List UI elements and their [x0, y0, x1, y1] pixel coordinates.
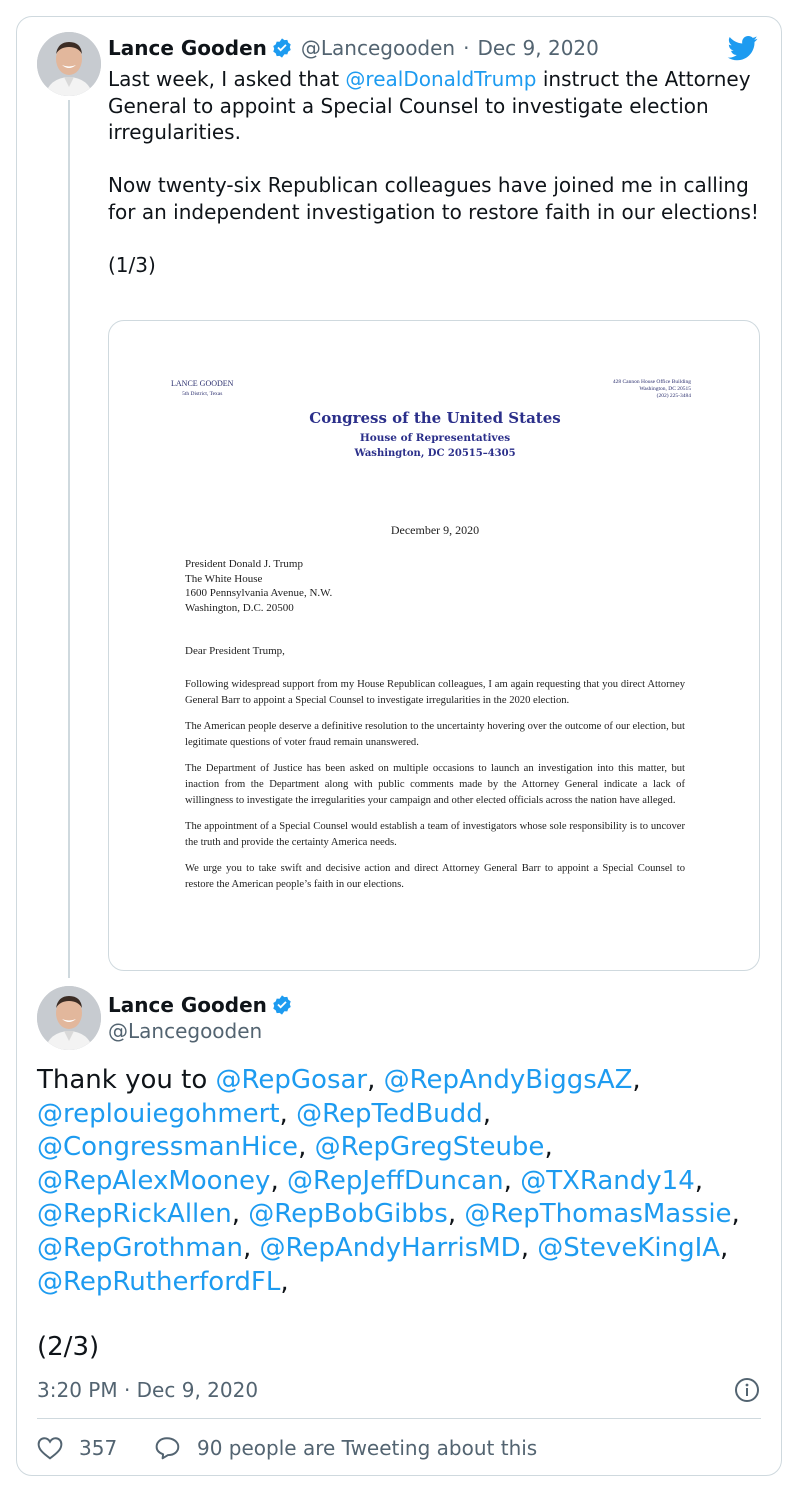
- letter-paragraph: The American people deserve a definitive resolution to the uncertainty hovering over the outcome of our election, but legitimate questions of voter fraud remain unanswered.: [185, 721, 685, 748]
- verified-badge-icon: [271, 994, 293, 1016]
- letterhead-district: 5th District, Texas: [182, 391, 223, 397]
- tweet2-header: [108, 992, 293, 1043]
- comma: ,: [231, 1199, 241, 1230]
- info-icon[interactable]: [734, 1377, 760, 1403]
- letterhead-house: House of Representatives: [359, 432, 511, 444]
- comma: ,: [298, 1132, 307, 1163]
- mention-link[interactable]: @RepRutherfordFL: [37, 1266, 281, 1297]
- tweet-date[interactable]: Dec 9, 2020: [477, 36, 599, 60]
- recipient-line: President Donald J. Trump: [185, 558, 303, 570]
- tweet1-body: [108, 66, 768, 278]
- comma: ,: [447, 1199, 457, 1230]
- letterhead-address-1: 428 Cannon House Office Building: [612, 379, 691, 385]
- mention-link[interactable]: @RepRickAllen: [37, 1199, 232, 1230]
- tweet2-body: [37, 1064, 767, 1299]
- twitter-bird-icon[interactable]: [726, 33, 760, 63]
- comma: ,: [544, 1132, 553, 1163]
- author-name[interactable]: Lance Gooden: [108, 36, 267, 60]
- heart-icon: [37, 1436, 63, 1460]
- mention-link[interactable]: @RepGosar: [215, 1065, 368, 1095]
- tweet1-text-start: Last week, I asked that: [108, 67, 346, 91]
- mention-link[interactable]: @RepGregSteube: [314, 1132, 545, 1163]
- like-count: 357: [79, 1436, 118, 1460]
- letterhead-name: LANCE GOODEN: [171, 379, 234, 388]
- recipient-line: 1600 Pennsylvania Avenue, N.W.: [185, 587, 333, 599]
- letterhead-phone: (202) 225-3484: [656, 393, 691, 399]
- mention-link[interactable]: @CongressmanHice: [37, 1132, 299, 1163]
- mention-link[interactable]: @RepTedBudd: [296, 1098, 483, 1129]
- tweet1-header: [108, 35, 599, 61]
- conversation-text: 90 people are Tweeting about this: [197, 1436, 538, 1460]
- letterhead-right: [613, 379, 691, 400]
- mention-link[interactable]: @realDonaldTrump: [345, 67, 537, 91]
- separator-dot: ·: [463, 36, 470, 60]
- letter-body: [185, 677, 685, 904]
- letter-date: December 9, 2020: [390, 523, 480, 537]
- mention-link[interactable]: @RepAndyHarrisMD: [259, 1232, 521, 1263]
- author-name[interactable]: Lance Gooden: [108, 993, 267, 1017]
- comma: ,: [279, 1098, 288, 1129]
- avatar[interactable]: [37, 32, 101, 96]
- tweet2-text-prefix: Thank you to: [37, 1065, 216, 1095]
- avatar-photo-icon: [37, 986, 101, 1050]
- comma: ,: [720, 1232, 729, 1263]
- letterhead-congress: Congress of the United States: [309, 409, 561, 427]
- mention-link[interactable]: @RepBobGibbs: [248, 1199, 448, 1230]
- letter-paragraph: Following widespread support from my House Republican colleagues, I am again requesting that you direct Attorney General Barr to appoint a Special Counsel to investigate irregularities in the 2020 election.: [185, 679, 685, 706]
- comma: ,: [632, 1065, 641, 1095]
- speech-bubble-icon: [155, 1436, 181, 1460]
- mention-link[interactable]: @replouiegohmert: [37, 1098, 280, 1129]
- comma: ,: [503, 1165, 512, 1196]
- tweet1-text-rest: instruct the Attorney General to appoint a Special Counsel to investigate election irregularities. Now twenty-six Republican colleagues have joined me in calling for an independent investigation to restore faith in our elections! (1/3): [108, 67, 759, 277]
- mention-link[interactable]: @RepAlexMooney: [37, 1165, 271, 1196]
- comma: ,: [731, 1199, 740, 1230]
- author-handle[interactable]: @Lancegooden: [300, 36, 456, 60]
- letterhead-title: [109, 409, 760, 459]
- comma: ,: [482, 1098, 492, 1129]
- recipient-line: The White House: [185, 572, 263, 585]
- comma: ,: [367, 1065, 376, 1095]
- letterhead-address-2: Washington, DC 20515: [639, 386, 691, 392]
- comma: ,: [520, 1232, 529, 1263]
- letter-paragraph: The appointment of a Special Counsel would establish a team of investigators whose sole responsibility is to uncover the truth and provide the certainty America needs.: [185, 821, 685, 848]
- avatar[interactable]: [37, 986, 101, 1050]
- conversation-link[interactable]: [155, 1434, 537, 1462]
- letterhead-left: [171, 379, 233, 399]
- comma: ,: [270, 1165, 279, 1196]
- mention-link[interactable]: @RepAndyBiggsAZ: [383, 1065, 633, 1095]
- mention-link[interactable]: @SteveKingIA: [537, 1232, 721, 1263]
- letter-paragraph: The Department of Justice has been asked on multiple occasions to launch an investigation into this matter, but inaction from the Department along with public comments made by the Attorney General indicate a lack of willingness to investigate the irregularities your campaign and other elected officials across the nation have alleged.: [185, 763, 685, 806]
- tweet-timestamp[interactable]: 3:20 PM · Dec 9, 2020: [37, 1378, 259, 1402]
- mention-link[interactable]: @RepGrothman: [37, 1232, 243, 1263]
- avatar-photo-icon: [37, 32, 101, 96]
- recipient-line: Washington, D.C. 20500: [185, 601, 294, 614]
- mention-link[interactable]: @RepJeffDuncan: [286, 1165, 504, 1196]
- mention-link[interactable]: @RepThomasMassie: [464, 1199, 732, 1230]
- verified-badge-icon: [271, 37, 293, 59]
- letterhead-city: Washington, DC 20515–4305: [354, 448, 516, 459]
- comma: ,: [280, 1266, 289, 1297]
- mention-link[interactable]: @TXRandy14: [520, 1165, 695, 1196]
- thread-line: [68, 100, 70, 978]
- letter-recipient-address: [185, 557, 332, 615]
- letter-image[interactable]: [108, 320, 760, 971]
- thread-page-marker: (2/3): [37, 1332, 100, 1362]
- divider: [37, 1418, 761, 1419]
- like-button[interactable]: [37, 1434, 117, 1462]
- letter-paragraph: We urge you to take swift and decisive action and direct Attorney General Barr to appoint a Special Counsel to restore the American people’s faith in our elections.: [185, 863, 685, 890]
- comma: ,: [694, 1165, 704, 1196]
- author-handle[interactable]: @Lancegooden: [108, 1019, 263, 1043]
- comma: ,: [242, 1232, 252, 1263]
- letter-salutation: Dear President Trump,: [185, 645, 285, 657]
